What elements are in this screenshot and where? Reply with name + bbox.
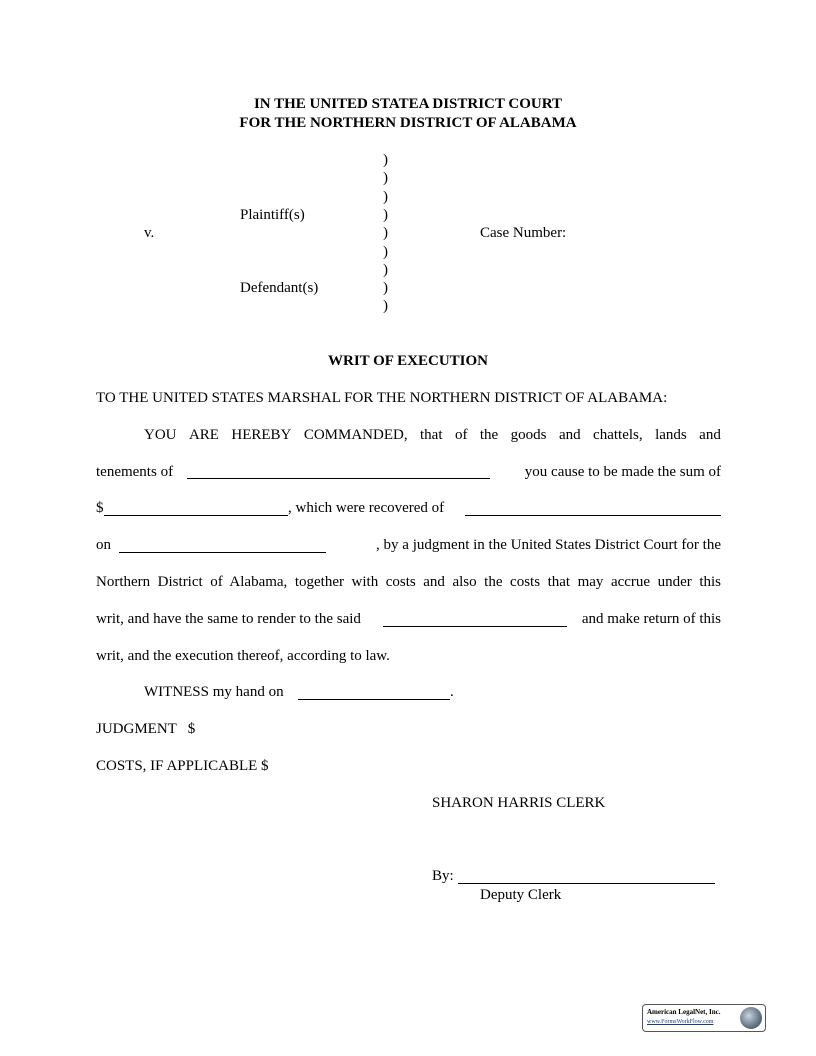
versus-label: v. <box>144 225 155 241</box>
globe-icon <box>740 1007 762 1029</box>
clerk-name: SHARON HARRIS CLERK <box>432 795 606 811</box>
body-word: COMMANDED, <box>303 427 408 443</box>
costs-amount-label: COSTS, IF APPLICABLE $ <box>96 758 269 774</box>
recovered-of-blank[interactable] <box>465 503 721 516</box>
caption-paren: ) <box>383 189 388 205</box>
body-word: goods <box>510 427 547 443</box>
court-title-line-1: IN THE UNITED STATEA DISTRICT COURT <box>253 96 563 112</box>
caption-paren: ) <box>383 298 388 314</box>
caption-paren: ) <box>383 262 388 278</box>
court-title-line-2: FOR THE NORTHERN DISTRICT OF ALABAMA <box>239 115 577 131</box>
body-word: YOU <box>144 427 177 443</box>
body-word: chattels, <box>593 427 643 443</box>
body-word: HEREBY <box>231 427 292 443</box>
witness-label: WITNESS my hand on <box>144 684 284 700</box>
on-label: on <box>96 537 111 553</box>
deputy-clerk-label: Deputy Clerk <box>480 887 562 903</box>
judgment-amount-label: JUDGMENT $ <box>96 721 196 737</box>
witness-period: . <box>450 684 454 700</box>
document-title: WRIT OF EXECUTION <box>327 353 489 369</box>
body-word: of <box>454 427 468 443</box>
return-label: and make return of this <box>581 611 721 627</box>
command-paragraph-line-1 <box>144 427 721 444</box>
body-word: the <box>479 427 499 443</box>
logo-company: American LegalNet, Inc. <box>647 1008 721 1016</box>
caption-paren: ) <box>383 152 388 168</box>
body-word: and <box>699 427 721 443</box>
caption-paren: ) <box>383 280 388 296</box>
sum-amount-blank[interactable] <box>104 503 288 516</box>
body-word: and <box>558 427 581 443</box>
forms-workflow-logo[interactable] <box>642 1004 766 1032</box>
tenements-label: tenements of <box>96 464 174 480</box>
costs-text: Northern District of Alabama, together with costs and also the costs that may accrue under this <box>96 574 721 590</box>
plaintiff-label: Plaintiff(s) <box>240 207 305 223</box>
by-label: By: <box>432 868 454 884</box>
sum-label: you cause to be made the sum of <box>524 464 721 480</box>
render-to-label: writ, and have the same to render to the said <box>96 611 361 627</box>
body-word: that <box>420 427 443 443</box>
addressee-line: TO THE UNITED STATES MARSHAL FOR THE NORTHERN DISTRICT OF ALABAMA: <box>96 390 668 406</box>
tenements-blank[interactable] <box>187 466 490 479</box>
case-number-label: Case Number: <box>480 225 567 241</box>
caption-paren: ) <box>383 170 388 186</box>
signature-blank[interactable] <box>458 871 715 884</box>
caption-paren: ) <box>383 244 388 260</box>
judgment-date-blank[interactable] <box>119 540 326 553</box>
caption-paren: ) <box>383 225 388 241</box>
defendant-label: Defendant(s) <box>240 280 319 296</box>
logo-url-link[interactable]: www.FormsWorkFlow.com <box>647 1019 714 1025</box>
render-to-blank[interactable] <box>383 614 567 627</box>
judgment-court-text: , by a judgment in the United States District Court for the <box>376 537 721 553</box>
execution-text: writ, and the execution thereof, according to law. <box>96 648 390 664</box>
body-word: lands <box>655 427 687 443</box>
body-word: ARE <box>188 427 219 443</box>
recovered-label: , which were recovered of <box>288 500 445 516</box>
witness-date-blank[interactable] <box>298 687 450 700</box>
caption-paren: ) <box>383 207 388 223</box>
dollar-sign: $ <box>96 500 104 516</box>
